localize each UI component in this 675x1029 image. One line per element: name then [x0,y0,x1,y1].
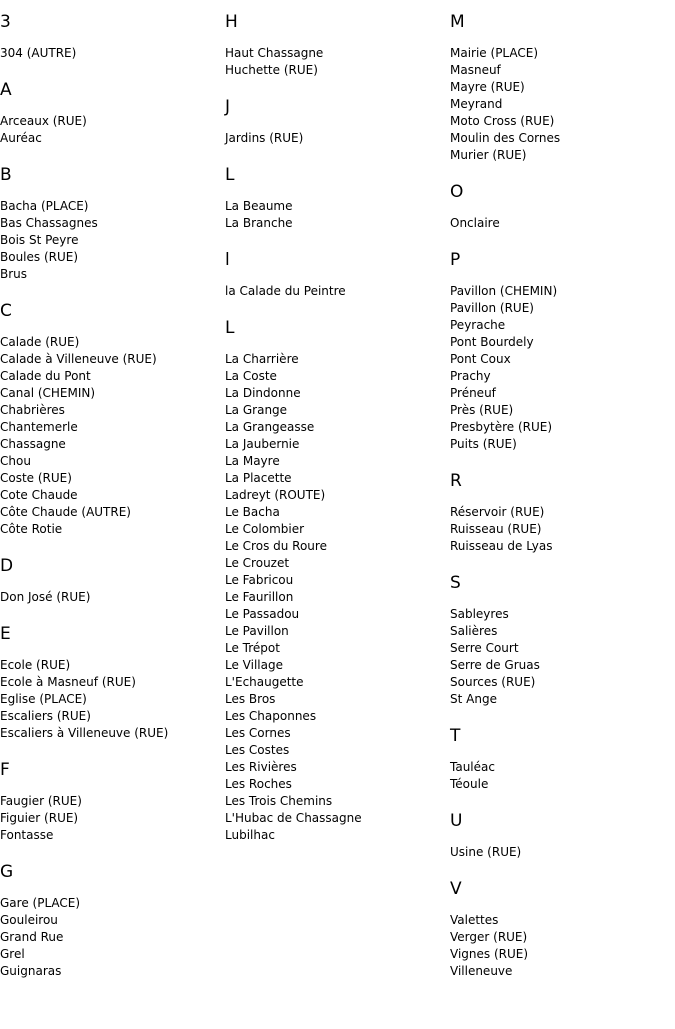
street-name: Faugier (RUE) [0,794,82,808]
letter-heading: M [450,12,465,32]
street-name: Grand Rue [0,930,64,944]
street-name: Le Village [225,658,283,672]
letter-group [0,301,220,538]
letter-group [0,165,220,283]
street-name: Grel [0,947,25,961]
street-name: Côte Chaude (AUTRE) [0,505,131,519]
street-name: Boules (RUE) [0,250,79,264]
letter-heading: l [225,250,230,270]
street-name: Escaliers à Villeneuve (RUE) [0,726,169,740]
letter-group [450,726,670,793]
street-name: Peyrache [450,318,506,332]
street-name: Mayre (RUE) [450,80,525,94]
letter-heading: R [450,471,462,491]
street-name: Pavillon (CHEMIN) [450,284,558,298]
street-name: Près (RUE) [450,403,514,417]
street-name: La Mayre [225,454,280,468]
street-name: La Branche [225,216,293,230]
street-name: Côte Rotie [0,522,63,536]
street-name: Calade à Villeneuve (RUE) [0,352,157,366]
street-name: Masneuf [450,63,501,77]
street-name: La Jaubernie [225,437,300,451]
street-name: Téoule [450,777,489,791]
street-name: Puits (RUE) [450,437,517,451]
street-list [450,606,670,708]
street-list [0,589,220,606]
street-name: Usine (RUE) [450,845,522,859]
street-name: Coste (RUE) [0,471,72,485]
street-name: Moulin des Cornes [450,131,561,145]
street-list [450,283,670,453]
street-list [0,334,220,538]
street-name: La Charrière [225,352,299,366]
street-name: Ruisseau (RUE) [450,522,542,536]
street-list [225,45,445,79]
letter-heading: G [0,862,14,882]
street-name: Villeneuve [450,964,513,978]
street-name: La Placette [225,471,292,485]
street-list [450,844,670,861]
letter-group [0,80,220,147]
street-name: Le Fabricou [225,573,294,587]
street-name: Réservoir (RUE) [450,505,545,519]
street-list [450,759,670,793]
street-name: Bacha (PLACE) [0,199,89,213]
letter-heading: B [0,165,12,185]
index-column-2 [225,12,445,862]
street-name: Les Trois Chemins [225,794,333,808]
street-name: Ruisseau de Lyas [450,539,553,553]
street-name: Eglise (PLACE) [0,692,87,706]
street-name: Pont Bourdely [450,335,534,349]
street-name: Bois St Peyre [0,233,79,247]
letter-heading: J [225,97,231,117]
street-name: Meyrand [450,97,503,111]
letter-heading: V [450,879,462,899]
street-name: Lubilhac [225,828,275,842]
street-name: La Beaume [225,199,293,213]
letter-group [225,165,445,232]
letter-heading: C [0,301,12,321]
street-list [225,351,445,844]
letter-heading: O [450,182,464,202]
street-name: Valettes [450,913,499,927]
street-name: Le Cros du Roure [225,539,327,553]
street-name: Salières [450,624,498,638]
street-list [0,45,220,62]
letter-heading: T [450,726,461,746]
street-name: L'Hubac de Chassagne [225,811,362,825]
letter-heading: L [225,165,235,185]
street-name: L'Echaugette [225,675,304,689]
index-column-3 [450,12,670,998]
letter-heading: E [0,624,11,644]
street-name: Le Bacha [225,505,280,519]
street-list [0,895,220,980]
street-name: Les Cornes [225,726,291,740]
street-name: la Calade du Peintre [225,284,346,298]
street-name: Les Chaponnes [225,709,317,723]
letter-group [450,811,670,861]
street-name: Le Passadou [225,607,300,621]
letter-group [0,624,220,742]
street-name: Le Pavillon [225,624,289,638]
letter-group [0,760,220,844]
letter-group [225,250,445,300]
letter-heading: F [0,760,10,780]
letter-heading: A [0,80,12,100]
letter-group [225,318,445,844]
street-name: Les Rivières [225,760,297,774]
street-name: Ecole à Masneuf (RUE) [0,675,136,689]
street-name: Escaliers (RUE) [0,709,91,723]
street-name: Ladreyt (ROUTE) [225,488,326,502]
letter-heading: 3 [0,12,11,32]
letter-group [0,556,220,606]
street-name: Pavillon (RUE) [450,301,534,315]
street-name: Préneuf [450,386,496,400]
letter-group [0,862,220,980]
street-name: Serre Court [450,641,519,655]
letter-heading: D [0,556,14,576]
street-name: Le Colombier [225,522,305,536]
street-list [0,113,220,147]
street-list [225,283,445,300]
street-list [450,912,670,980]
street-name: Chassagne [0,437,66,451]
street-name: Cote Chaude [0,488,78,502]
letter-group [450,573,670,708]
street-name: Chou [0,454,31,468]
street-name: Canal (CHEMIN) [0,386,96,400]
street-name: Calade (RUE) [0,335,80,349]
street-name: Les Costes [225,743,290,757]
letter-heading: S [450,573,461,593]
letter-group [225,12,445,79]
street-list [450,45,670,164]
letter-group [450,250,670,453]
street-name: Don José (RUE) [0,590,91,604]
street-list [225,130,445,147]
letter-heading: U [450,811,463,831]
street-name: Verger (RUE) [450,930,528,944]
street-name: Ecole (RUE) [0,658,71,672]
street-name: Sources (RUE) [450,675,536,689]
street-name: Calade du Pont [0,369,91,383]
street-name: Serre de Gruas [450,658,540,672]
street-list [0,793,220,844]
street-list [0,198,220,283]
street-name: 304 (AUTRE) [0,46,77,60]
street-name: Le Crouzet [225,556,290,570]
letter-heading: P [450,250,461,270]
street-name: Vignes (RUE) [450,947,529,961]
street-name: Gare (PLACE) [0,896,81,910]
street-name: Murier (RUE) [450,148,527,162]
street-name: Mairie (PLACE) [450,46,539,60]
street-name: Jardins (RUE) [225,131,304,145]
street-name: Brus [0,267,28,281]
street-name: Sableyres [450,607,509,621]
letter-group [225,97,445,147]
street-name: La Dindonne [225,386,301,400]
letter-group [0,12,220,62]
street-name: La Grange [225,403,288,417]
street-list [225,198,445,232]
street-list [450,215,670,232]
street-name: Le Trépot [225,641,280,655]
letter-group [450,471,670,555]
street-name: Bas Chassagnes [0,216,98,230]
street-name: Presbytère (RUE) [450,420,553,434]
street-name: Huchette (RUE) [225,63,318,77]
street-list [450,504,670,555]
index-column-1 [0,12,220,998]
street-name: Chabrières [0,403,65,417]
letter-heading: H [225,12,238,32]
letter-group [450,879,670,980]
street-name: Moto Cross (RUE) [450,114,555,128]
street-name: Auréac [0,131,42,145]
letter-heading: L [225,318,235,338]
street-list [0,657,220,742]
street-name: Tauléac [450,760,495,774]
street-name: Guignaras [0,964,62,978]
street-name: Pont Coux [450,352,511,366]
street-name: Prachy [450,369,491,383]
street-name: Chantemerle [0,420,78,434]
street-name: Les Roches [225,777,292,791]
street-name: La Coste [225,369,277,383]
street-name: Gouleirou [0,913,58,927]
street-name: Fontasse [0,828,54,842]
street-name: Les Bros [225,692,276,706]
letter-group [450,12,670,164]
street-name: Le Faurillon [225,590,294,604]
street-name: Onclaire [450,216,500,230]
street-name: St Ange [450,692,497,706]
street-name: Arceaux (RUE) [0,114,87,128]
street-name: Haut Chassagne [225,46,324,60]
street-name: Figuier (RUE) [0,811,79,825]
letter-group [450,182,670,232]
street-name: La Grangeasse [225,420,315,434]
